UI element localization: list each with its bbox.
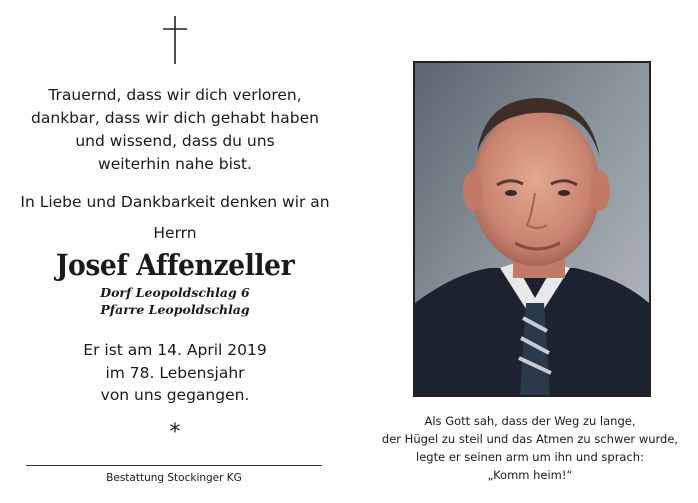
address-line: Dorf Leopoldschlag 6 xyxy=(100,285,250,300)
star-symbol: * xyxy=(169,420,181,445)
quote-line: „Komm heim!“ xyxy=(487,468,573,482)
intro-text: In Liebe und Dankbarkeit denken wir an xyxy=(20,193,330,211)
memorial-verse xyxy=(0,84,350,176)
closing-quote xyxy=(370,412,690,484)
parish-line: Pfarre Leopoldschlag xyxy=(100,302,250,317)
verse-line: dankbar, dass wir dich gehabt haben xyxy=(31,109,319,127)
cross-icon xyxy=(160,16,190,64)
death-line: von uns gegangen. xyxy=(100,386,250,404)
death-line: Er ist am 14. April 2019 xyxy=(83,341,267,359)
honorific: Herrn xyxy=(153,224,197,242)
verse-line: und wissend, dass du uns xyxy=(75,132,275,150)
death-notice xyxy=(0,339,350,407)
verse-line: weiterhin nahe bist. xyxy=(98,155,252,173)
undertaker-name: Bestattung Stockinger KG xyxy=(106,472,242,484)
quote-line: der Hügel zu steil und das Atmen zu schwer wurde, xyxy=(381,432,679,446)
portrait-image xyxy=(415,63,649,395)
portrait-photo xyxy=(413,61,651,397)
verse-line: Trauernd, dass wir dich verloren, xyxy=(48,86,302,104)
death-line: im 78. Lebensjahr xyxy=(105,363,245,382)
quote-line: legte er seinen arm um ihn und sprach: xyxy=(416,450,644,464)
deceased-name: Josef Affenzeller xyxy=(55,248,295,282)
quote-line: Als Gott sah, dass der Weg zu lange, xyxy=(424,414,636,428)
divider xyxy=(26,465,322,466)
